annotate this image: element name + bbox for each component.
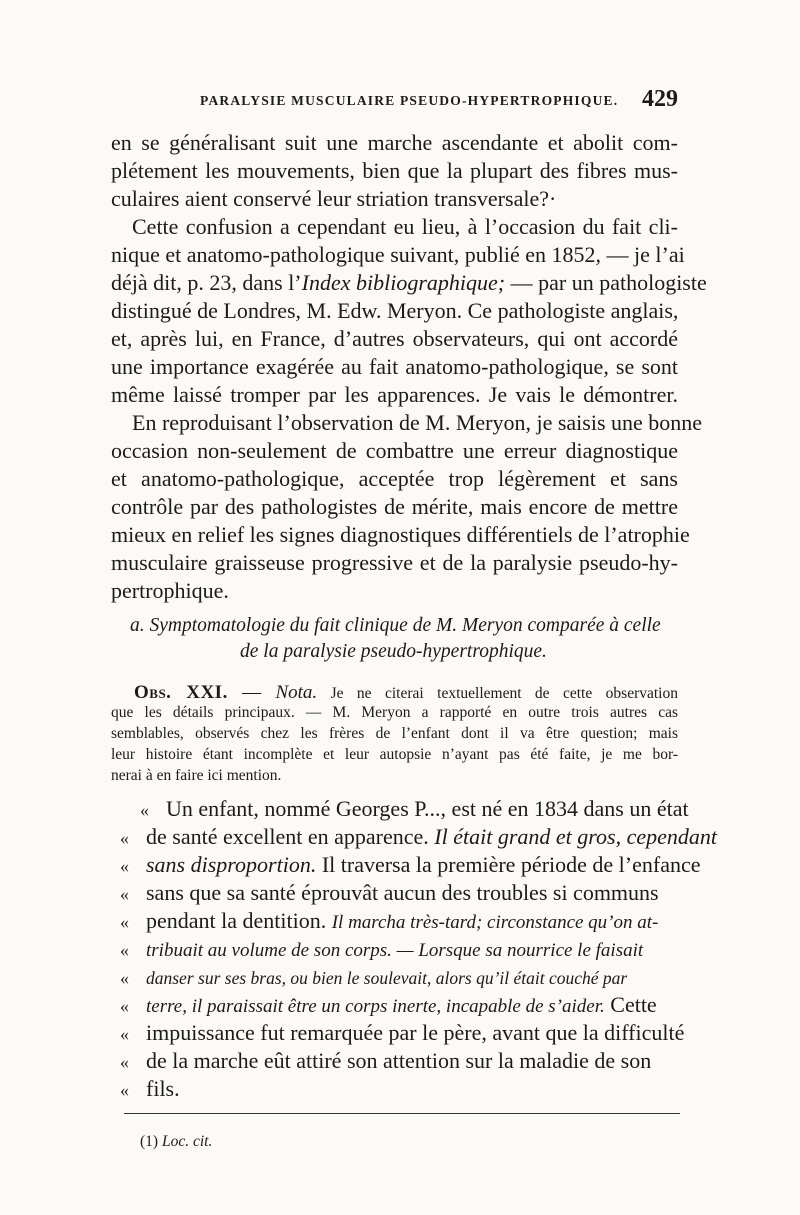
quote-line-4-text: sans que sa santé éprouvât aucun des troubles si communs <box>146 880 659 905</box>
p3-line-5: mieux en relief les signes diagnostiques différentiels de l’atrophie <box>111 522 690 547</box>
obs-line-1-rest: Je ne citerai textuellement de cette observation <box>317 685 678 702</box>
index-bibliographique: Index bibliographique; <box>301 270 506 295</box>
obs-line-2: que les détails principaux. — M. Meryon a rapporté en outre trois autres cas <box>111 704 678 721</box>
quote-line-8 <box>120 994 680 1016</box>
quote-line-7 <box>120 966 680 988</box>
section-heading-line-1: a. Symptomatologie du fait clinique de M. Meryon comparée à celle <box>130 615 661 636</box>
quote-mark: « <box>120 828 129 848</box>
p2-line-3-a: déjà dit, p. 23, dans l’ <box>111 270 302 295</box>
quote-line-11 <box>120 1078 680 1100</box>
quote-line-8-a: terre, il paraissait être un corps inerte, incapable de s’aider. <box>146 996 605 1017</box>
footnote <box>140 1134 212 1150</box>
quote-mark: « <box>120 1052 129 1072</box>
quote-line-9 <box>120 1020 685 1045</box>
p3-line-1: En reproduisant l’observation de M. Meryon, je saisis une bonne <box>132 410 703 435</box>
footnote-number: (1) <box>140 1133 159 1150</box>
quote-line-5-b: Il marcha très-tard; circonstance qu’on at- <box>331 912 659 933</box>
p3-line-4: contrôle par des pathologistes de mérite, mais encore de mettre <box>111 494 678 519</box>
quote-mark: « <box>120 912 129 932</box>
p1-line-2: plétement les mouvements, bien que la plupart des fibres mus- <box>111 158 678 183</box>
p2-line-1: Cette confusion a cependant eu lieu, à l’occasion du fait cli- <box>132 214 678 239</box>
obs-nota: Nota. <box>275 682 318 703</box>
quote-line-3-b: Il traversa la première période de l’enfance <box>316 852 701 877</box>
quote-line-11-text: fils. <box>146 1076 180 1101</box>
footnote-text: Loc. cit. <box>161 1133 213 1150</box>
quote-line-2-b: Il était grand et gros, cependant <box>434 824 717 849</box>
quote-mark: « <box>140 800 149 820</box>
p2-line-2: nique et anatomo-pathologique suivant, publié en 1852, — je l’ai <box>111 242 685 267</box>
quote-line-8-b: Cette <box>604 992 657 1017</box>
p3-line-2: occasion non-seulement de combattre une erreur diagnostique <box>111 438 678 463</box>
quote-line-4 <box>120 882 680 904</box>
p2-line-6: une importance exagérée au fait anatomo-pathologique, se sont <box>111 354 678 379</box>
obs-line-3: semblables, observés chez les frères de l’enfant dont il va être question; mais <box>111 725 678 742</box>
obs-label: Obs. XXI. <box>134 682 228 703</box>
quote-mark: « <box>120 884 129 904</box>
obs-line-4: leur histoire étant incomplète et leur autopsie n’ayant pas été faite, je me bor- <box>111 746 678 763</box>
quote-line-2-a: de santé excellent en apparence. <box>146 824 435 849</box>
p2-line-7: même laissé tromper par les apparences. Je vais le démontrer. <box>111 382 678 407</box>
quote-line-10 <box>120 1050 680 1072</box>
p1-line-3: culaires aient conservé leur striation transversale?· <box>111 186 557 211</box>
footnote-rule <box>124 1113 680 1114</box>
p3-line-7: pertrophique. <box>111 578 229 603</box>
obs-dash: — <box>227 682 276 703</box>
quote-line-3-a: sans disproportion. <box>146 852 317 877</box>
quote-line-10-text: de la marche eût attiré son attention sur la maladie de son <box>146 1048 652 1073</box>
quote-mark: « <box>120 856 129 876</box>
quote-mark: « <box>120 1024 129 1044</box>
quote-line-9-text: impuissance fut remarquée par le père, avant que la difficulté <box>146 1020 685 1045</box>
page-number: 429 <box>642 86 678 112</box>
p2-line-3-c: — par un pathologiste <box>505 270 707 295</box>
obs-line-5: nerai à en faire ici mention. <box>111 767 282 784</box>
section-heading-line-2: de la paralysie pseudo-hypertrophique. <box>240 641 547 662</box>
quote-line-6-text: tribuait au volume de son corps. — Lorsque sa nourrice le faisait <box>146 940 644 961</box>
p2-line-3 <box>111 270 707 295</box>
quote-line-2 <box>120 824 717 849</box>
quote-mark: « <box>120 940 129 960</box>
quote-line-3 <box>120 852 701 877</box>
p2-line-5: et, après lui, en France, d’autres observateurs, qui ont accordé <box>111 326 678 351</box>
obs-line-1 <box>134 683 678 702</box>
p2-line-4: distingué de Londres, M. Edw. Meryon. Ce pathologiste anglais, <box>111 298 679 323</box>
quote-mark: « <box>120 996 129 1016</box>
quote-line-5 <box>120 910 680 932</box>
quote-line-6 <box>120 938 680 960</box>
p1-line-1: en se généralisant suit une marche ascendante et abolit com- <box>111 130 678 155</box>
running-head: PARALYSIE MUSCULAIRE PSEUDO-HYPERTROPHIQUE. <box>200 93 619 108</box>
p3-line-3: et anatomo-pathologique, acceptée trop légèrement et sans <box>111 466 678 491</box>
quote-mark: « <box>120 968 129 988</box>
quote-line-5-a: pendant la dentition. <box>146 908 332 933</box>
quote-line-1-text: Un enfant, nommé Georges P..., est né en 1834 dans un état <box>166 796 689 821</box>
quote-mark: « <box>120 1080 129 1100</box>
p3-line-6: musculaire graisseuse progressive et de la paralysie pseudo-hy- <box>111 550 678 575</box>
quote-line-1 <box>140 796 689 821</box>
quote-line-7-text: danser sur ses bras, ou bien le soulevait, alors qu’il était couché par <box>146 968 628 988</box>
